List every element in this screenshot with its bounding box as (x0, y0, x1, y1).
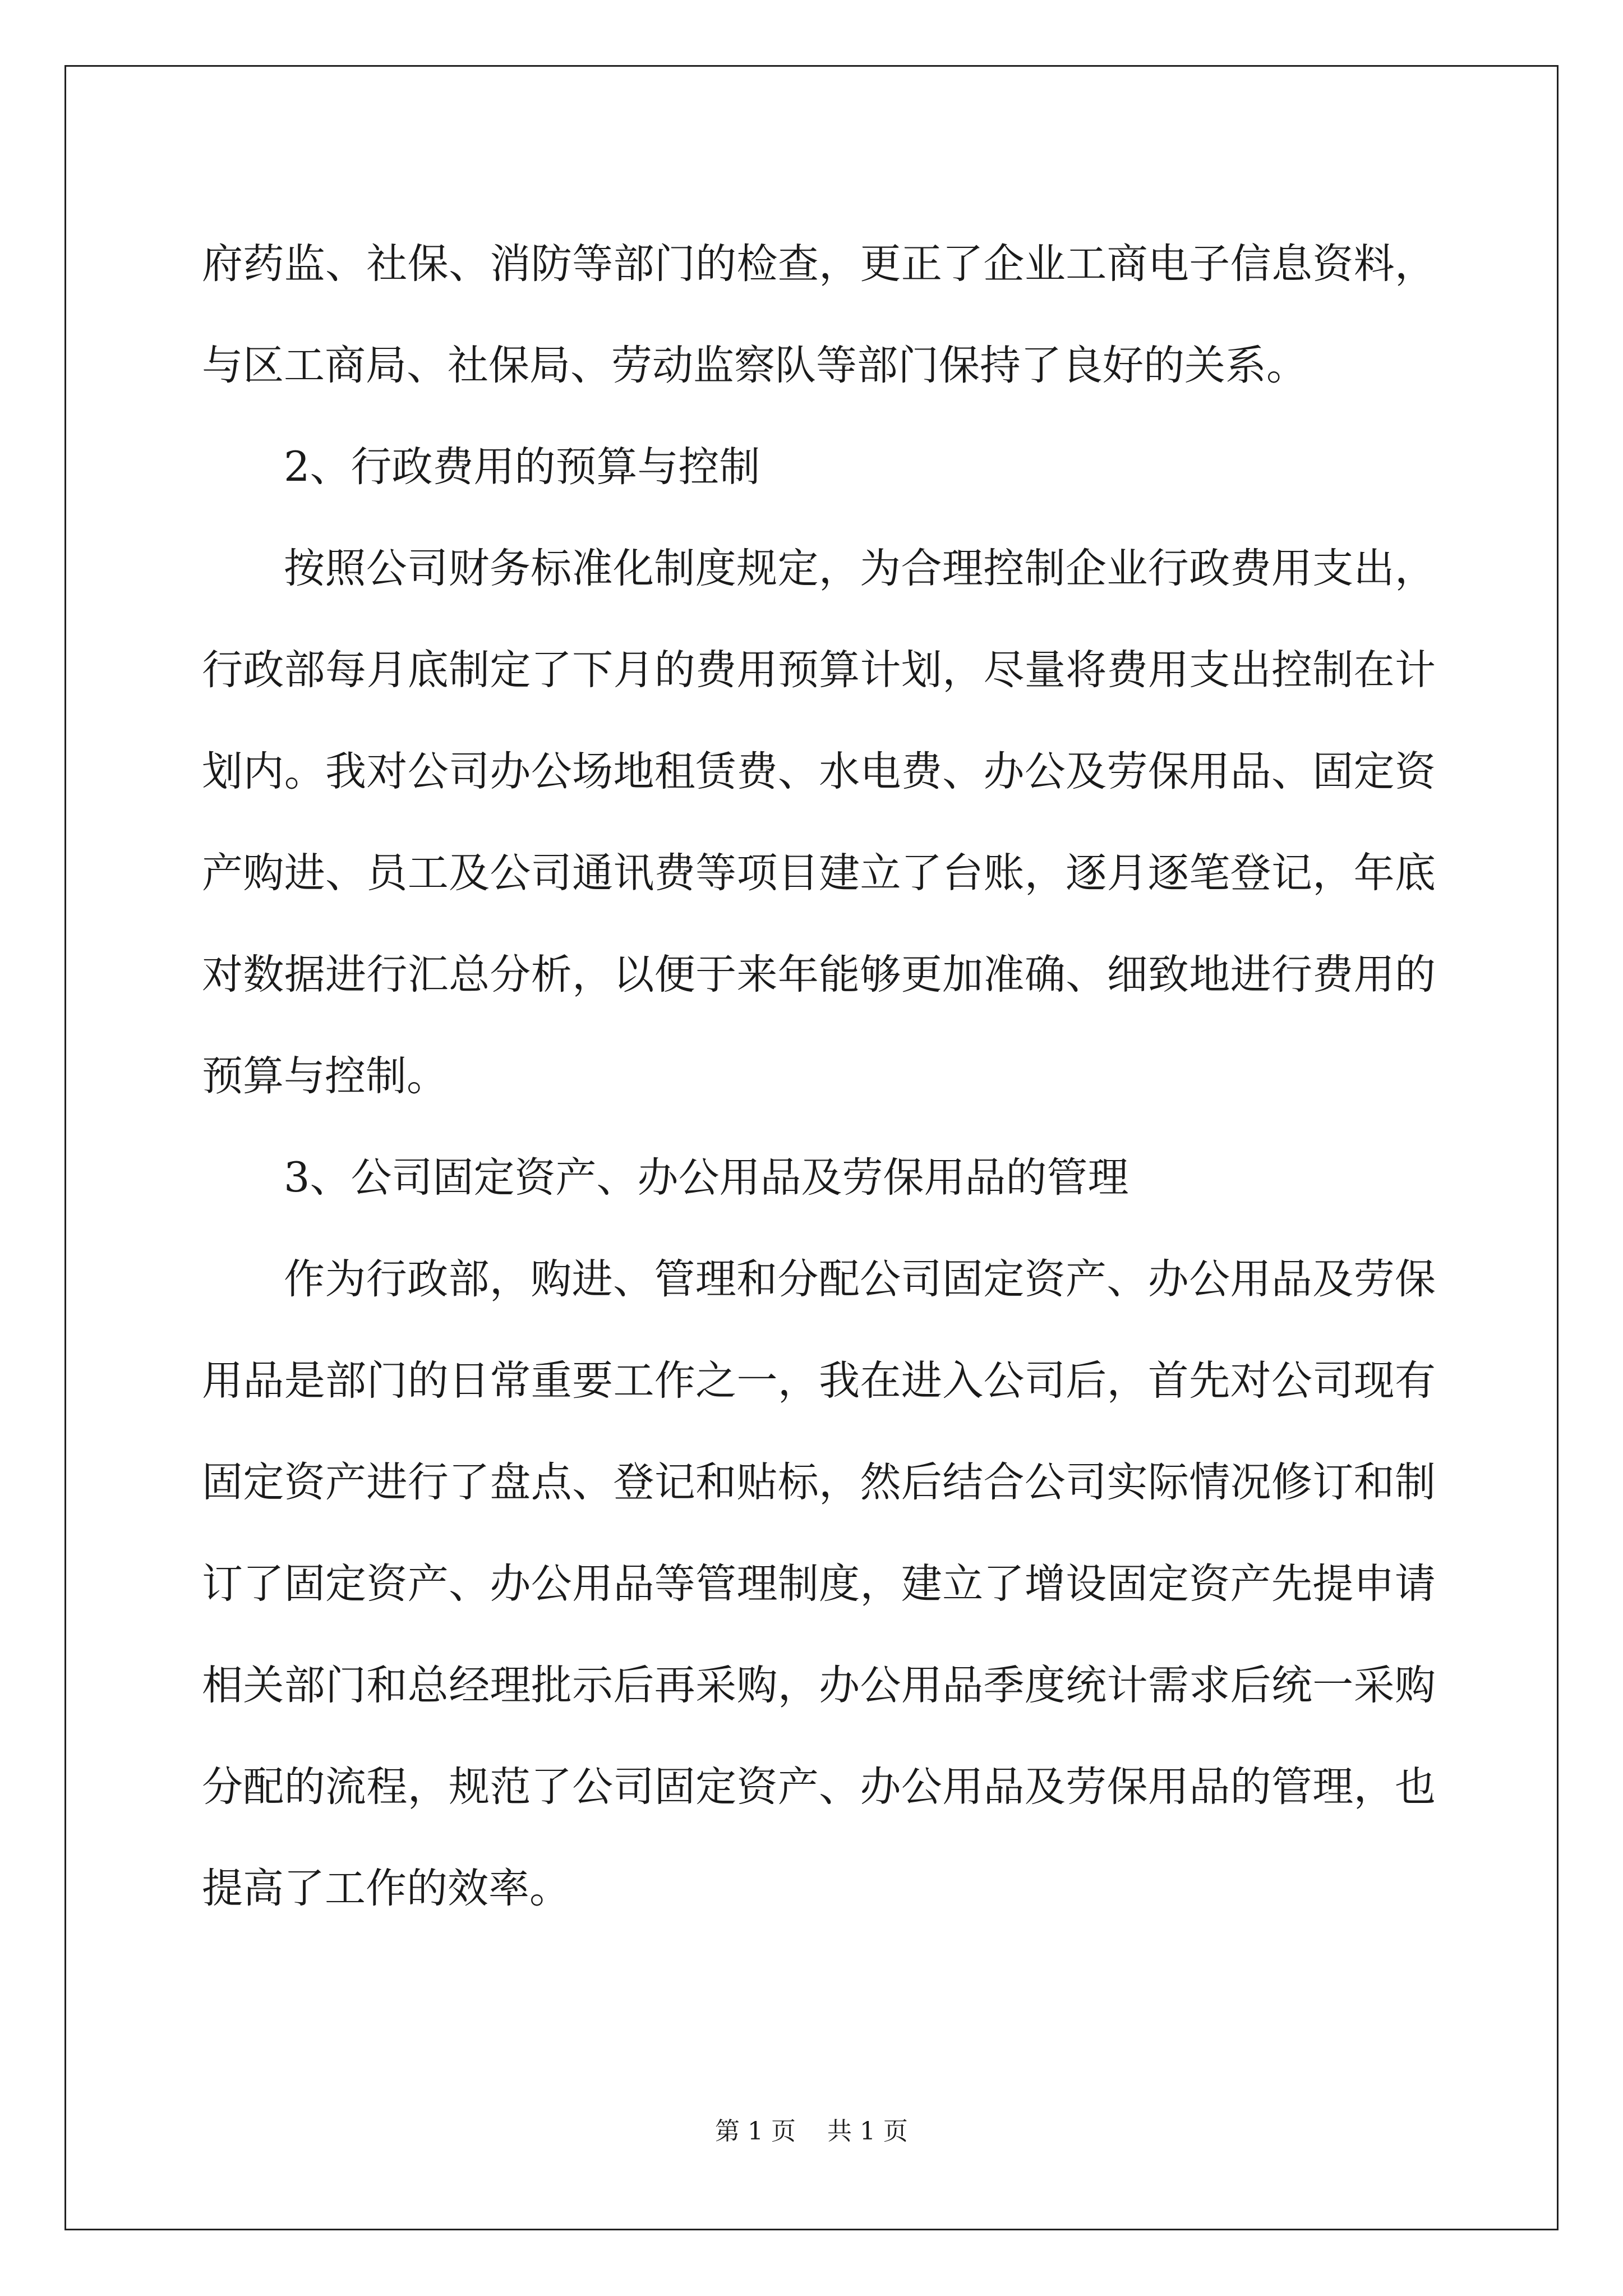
document-body (202, 213, 1436, 1939)
paragraph-line: 预算与控制。 (202, 1052, 448, 1100)
paragraph-line: 用品是部门的日常重要工作之一，我在进入公司后，首先对公司现有 (202, 1357, 1436, 1405)
paragraph-line: 分配的流程，规范了公司固定资产、办公用品及劳保用品的管理，也 (202, 1763, 1436, 1811)
paragraph-line: 订了固定资产、办公用品等管理制度，建立了增设固定资产先提申请 (202, 1560, 1436, 1608)
section-heading: 3、公司固定资产、办公用品及劳保用品的管理 (284, 1154, 1129, 1202)
paragraph-line: 与区工商局、社保局、劳动监察队等部门保持了良好的关系。 (202, 342, 1307, 389)
paragraph-line: 提高了工作的效率。 (202, 1865, 570, 1912)
paragraph-line: 相关部门和总经理批示后再采购，办公用品季度统计需求后统一采购 (202, 1662, 1436, 1709)
paragraph-line: 按照公司财务标准化制度规定，为合理控制企业行政费用支出， (284, 545, 1436, 592)
paragraph-line: 作为行政部，购进、管理和分配公司固定资产、办公用品及劳保 (284, 1255, 1436, 1303)
paragraph-line: 划内。我对公司办公场地租赁费、水电费、办公及劳保用品、固定资 (202, 748, 1436, 795)
page-footer (0, 2115, 1623, 2148)
page-number: 第 1 页 共 1 页 (715, 2117, 908, 2146)
paragraph-line: 产购进、员工及公司通讯费等项目建立了台账，逐月逐笔登记，年底 (202, 849, 1436, 897)
paragraph-line: 固定资产进行了盘点、登记和贴标，然后结合公司实际情况修订和制 (202, 1458, 1436, 1506)
paragraph-line: 对数据进行汇总分析，以便于来年能够更加准确、细致地进行费用的 (202, 951, 1436, 999)
section-heading: 2、行政费用的预算与控制 (284, 443, 760, 491)
paragraph-line: 府药监、社保、消防等部门的检查，更正了企业工商电子信息资料， (202, 240, 1436, 288)
paragraph-line: 行政部每月底制定了下月的费用预算计划，尽量将费用支出控制在计 (202, 646, 1436, 694)
